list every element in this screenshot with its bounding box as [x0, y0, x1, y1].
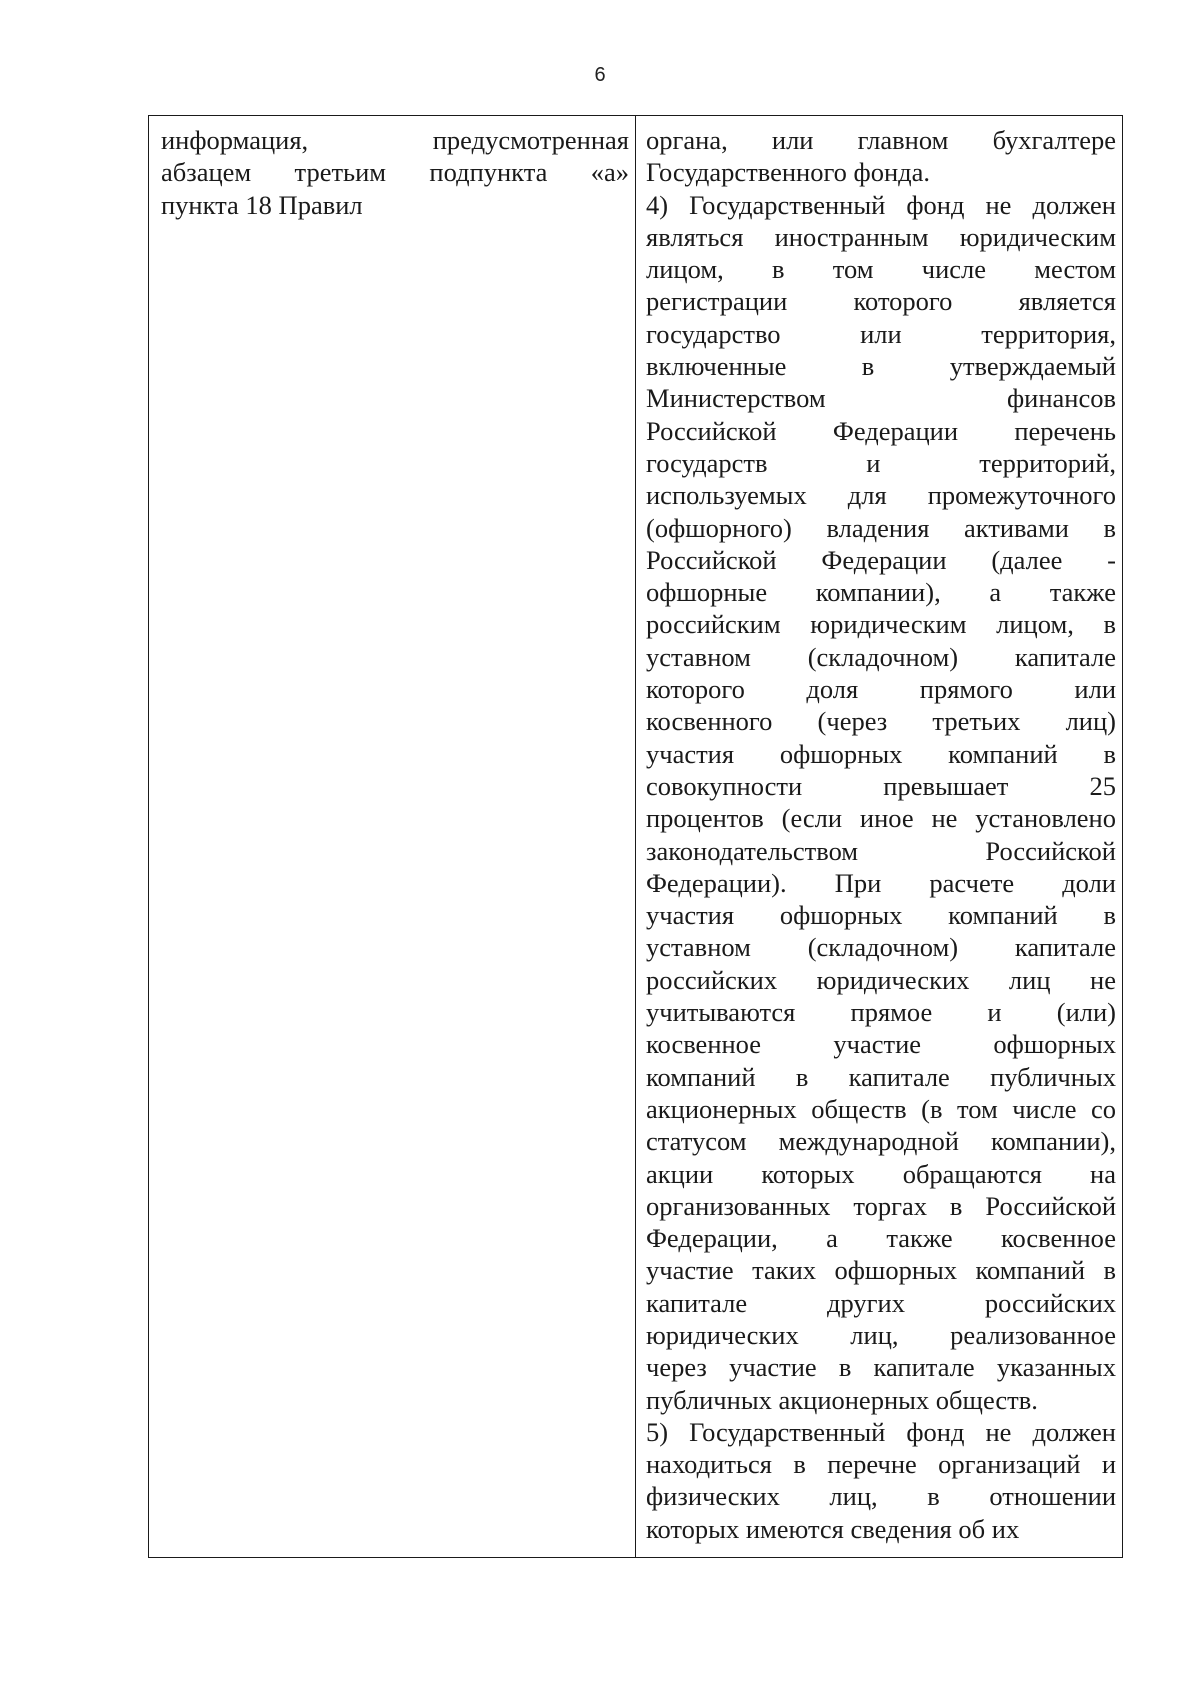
paragraph: [646, 189, 1116, 1416]
text-line: (офшорного) владения активами в: [646, 512, 1116, 543]
text-line: участие таких офшорных компаний в: [646, 1255, 1116, 1286]
text-line: находиться в перечне организаций и: [646, 1449, 1116, 1480]
text-line: законодательством Российской: [646, 835, 1116, 866]
text-line: используемых для промежуточного: [646, 480, 1116, 511]
text-line: Федерации). При расчете доли: [646, 867, 1116, 898]
text-line: участия офшорных компаний в: [646, 900, 1116, 931]
text-line: Федерации, а также косвенное: [646, 1223, 1116, 1254]
text-line: 4) Государственный фонд не должен: [646, 189, 1116, 220]
text-line: капитале других российских: [646, 1287, 1116, 1318]
table-cell-left: [149, 116, 636, 1558]
text-line: лицом, в том числе местом: [646, 254, 1116, 285]
paragraph: [646, 124, 1116, 189]
paragraph: [646, 1416, 1116, 1545]
right-cell-text: [636, 116, 1122, 1545]
text-line: включенные в утверждаемый: [646, 351, 1116, 382]
text-line: органа, или главном бухгалтере: [646, 125, 1116, 155]
text-line: уставном (складочном) капитале: [646, 641, 1116, 672]
text-line: юридических лиц, реализованное: [646, 1319, 1116, 1350]
text-line: российским юридическим лицом, в: [646, 609, 1116, 640]
text-line: Российской Федерации (далее -: [646, 544, 1116, 575]
page-number: 6: [594, 64, 606, 86]
text-line: государств и территорий,: [646, 447, 1116, 478]
text-line: информация, предусмотренная: [161, 125, 629, 155]
text-line: Министерством финансов: [646, 383, 1116, 414]
text-line: уставном (складочном) капитале: [646, 932, 1116, 963]
text-line: учитываются прямое и (или): [646, 997, 1116, 1028]
text-line: Государственного фонда.: [646, 157, 931, 188]
text-line: косвенное участие офшорных: [646, 1029, 1116, 1060]
text-line: статусом международной компании),: [646, 1126, 1116, 1157]
text-line: являться иностранным юридическим: [646, 221, 1116, 252]
text-line: участия офшорных компаний в: [646, 738, 1116, 769]
text-line: процентов (если иное не установлено: [646, 803, 1116, 834]
text-line: российских юридических лиц не: [646, 964, 1116, 995]
text-line: которых имеются сведения об их: [646, 1513, 1020, 1544]
text-line: организованных торгах в Российской: [646, 1190, 1116, 1221]
text-line: акции которых обращаются на: [646, 1158, 1116, 1189]
text-line: публичных акционерных обществ.: [646, 1384, 1038, 1415]
text-line: государство или территория,: [646, 318, 1116, 349]
text-line: косвенного (через третьих лиц): [646, 706, 1116, 737]
text-line: физических лиц, в отношении: [646, 1481, 1116, 1512]
text-line: офшорные компании), а также: [646, 577, 1116, 608]
paragraph: [161, 124, 629, 221]
text-line: абзацем третьим подпункта «а»: [161, 157, 629, 188]
text-line: пункта 18 Правил: [161, 189, 363, 220]
table-row: [149, 116, 1123, 1558]
text-line: через участие в капитале указанных: [646, 1352, 1116, 1383]
document-table: [148, 115, 1123, 1558]
text-line: 5) Государственный фонд не должен: [646, 1416, 1116, 1447]
text-line: которого доля прямого или: [646, 674, 1116, 705]
text-line: совокупности превышает 25: [646, 770, 1116, 801]
text-line: акционерных обществ (в том числе со: [646, 1093, 1116, 1124]
text-line: регистрации которого является: [646, 286, 1116, 317]
text-line: компаний в капитале публичных: [646, 1061, 1116, 1092]
left-cell-text: [149, 116, 635, 221]
table-cell-right: [636, 116, 1123, 1558]
text-line: Российской Федерации перечень: [646, 415, 1116, 446]
